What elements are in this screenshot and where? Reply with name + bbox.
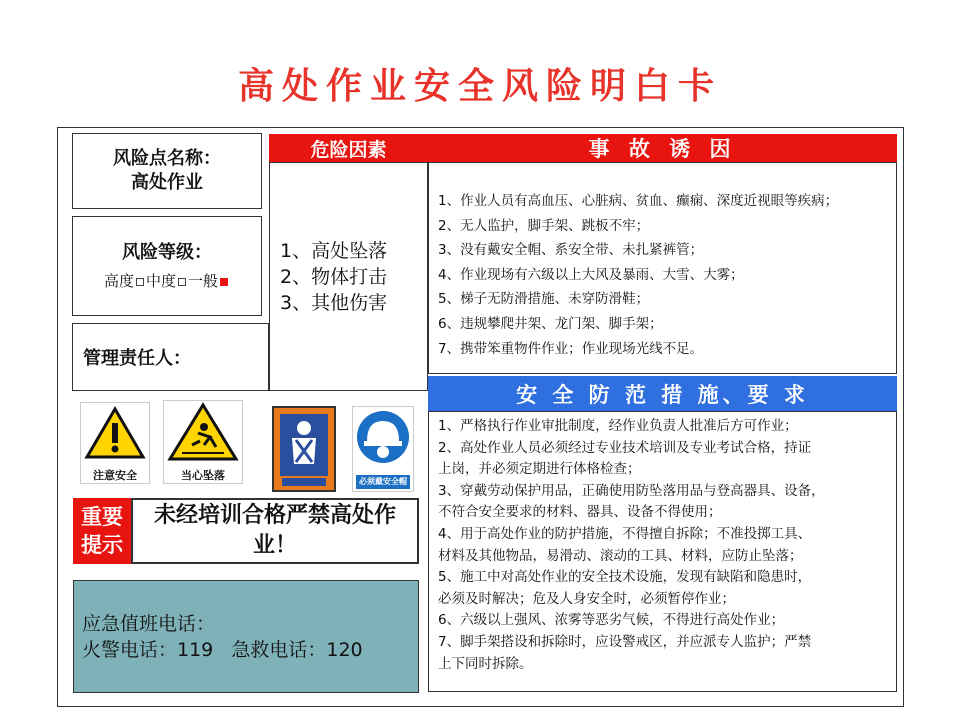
risk-level-option: 一般 — [188, 272, 219, 290]
notice-tag-line2: 提示 — [81, 533, 123, 557]
sign-falling — [163, 400, 243, 484]
cause-item: 5、梯子无防滑措施、未穿防滑鞋； — [438, 291, 650, 308]
manager-box — [72, 323, 269, 391]
sign-helmet-label: 必须戴安全帽 — [356, 475, 410, 489]
harness-icon — [274, 408, 334, 490]
hazards-header: 危险因素 — [269, 134, 428, 162]
checkbox-high — [136, 278, 144, 286]
measure-line: 必须及时解决；危及人身安全时，必须暂停作业； — [438, 590, 735, 607]
notice-text-line2: 业！ — [252, 533, 297, 558]
cause-item: 4、作业现场有六级以上大风及暴雨、大雪、大雾； — [438, 266, 744, 283]
checkbox-medium — [178, 278, 186, 286]
measure-line: 材料及其他物品，易滑动、滚动的工具、材料，应防止坠落； — [438, 547, 803, 564]
checkbox-general-checked — [220, 278, 228, 286]
helmet-icon — [353, 407, 413, 471]
measure-line: 6、六级以上强风、浓雾等恶劣气候，不得进行高处作业； — [438, 612, 785, 629]
cause-item: 3、没有戴安全帽、系安全带、未扎紧裤管； — [438, 242, 704, 259]
measure-line: 5、施工中对高处作业的安全技术设施，发现有缺陷和隐患时， — [438, 569, 812, 586]
hazard-item: 2、物体打击 — [280, 265, 388, 288]
sign-caution-label: 注意安全 — [93, 469, 137, 482]
sign-harness — [272, 406, 336, 492]
measure-line: 上下同时拆除。 — [438, 655, 533, 672]
falling-icon — [164, 401, 242, 463]
hazard-item: 1、高处坠落 — [280, 239, 388, 262]
cause-item: 1、作业人员有高血压、心脏病、贫血、癫痫、深度近视眼等疾病； — [438, 193, 839, 209]
notice-tag — [73, 498, 131, 564]
emergency-line2: 火警电话：119 急救电话：120 — [82, 639, 363, 661]
measure-line: 2、高处作业人员必须经过专业技术培训及专业考试合格，持证 — [438, 439, 812, 456]
measure-line: 上岗，并必须定期进行体格检查； — [438, 461, 641, 478]
causes-header: 事 故 诱 因 — [428, 134, 897, 162]
measure-line: 3、穿戴劳动保护用品，正确使用防坠落用品与登高器具、设备， — [438, 482, 825, 499]
caution-icon — [81, 403, 149, 463]
manager-label: 管理责任人： — [83, 348, 191, 369]
risk-level-options — [104, 268, 230, 294]
sign-helmet — [352, 406, 414, 492]
risk-point-box — [72, 133, 262, 209]
notice-tag-line1: 重要 — [81, 505, 123, 529]
notice-text-line1: 未经培训合格严禁高处作 — [153, 503, 396, 528]
notice-box — [131, 498, 419, 564]
measure-line: 1、严格执行作业审批制度，经作业负责人批准后方可作业； — [438, 418, 798, 434]
risk-point-value: 高处作业 — [131, 172, 203, 193]
risk-level-label: 风险等级： — [122, 242, 212, 263]
risk-level-option: 高度 — [103, 272, 134, 290]
cause-item: 7、携带笨重物件作业；作业现场光线不足。 — [438, 340, 704, 357]
measure-line: 不符合安全要求的材料、器具、设备不得使用； — [438, 504, 722, 521]
measure-line: 7、脚手架搭设和拆除时，应设警戒区，并应派专人监护；严禁 — [438, 633, 812, 650]
risk-point-label: 风险点名称： — [113, 148, 221, 169]
measure-line: 4、用于高处作业的防护措施，不得擅自拆除；不准投掷工具、 — [438, 525, 812, 542]
cause-item: 6、违规攀爬井架、龙门架、脚手架； — [438, 315, 663, 332]
page-title: 高处作业安全风险明白卡 — [237, 66, 722, 107]
emergency-line1: 应急值班电话： — [82, 613, 216, 635]
cause-item: 2、无人监护，脚手架、跳板不牢； — [438, 217, 650, 234]
risk-level-box — [72, 216, 262, 316]
sign-falling-label: 当心坠落 — [181, 469, 225, 482]
sign-caution — [80, 402, 150, 484]
risk-level-option: 中度 — [145, 272, 176, 290]
measures-header: 安 全 防 范 措 施、要 求 — [428, 376, 897, 411]
emergency-box — [73, 580, 419, 693]
causes-box — [428, 162, 897, 374]
hazard-item: 3、其他伤害 — [280, 291, 388, 314]
measures-box — [428, 411, 897, 692]
hazards-box — [269, 162, 428, 391]
